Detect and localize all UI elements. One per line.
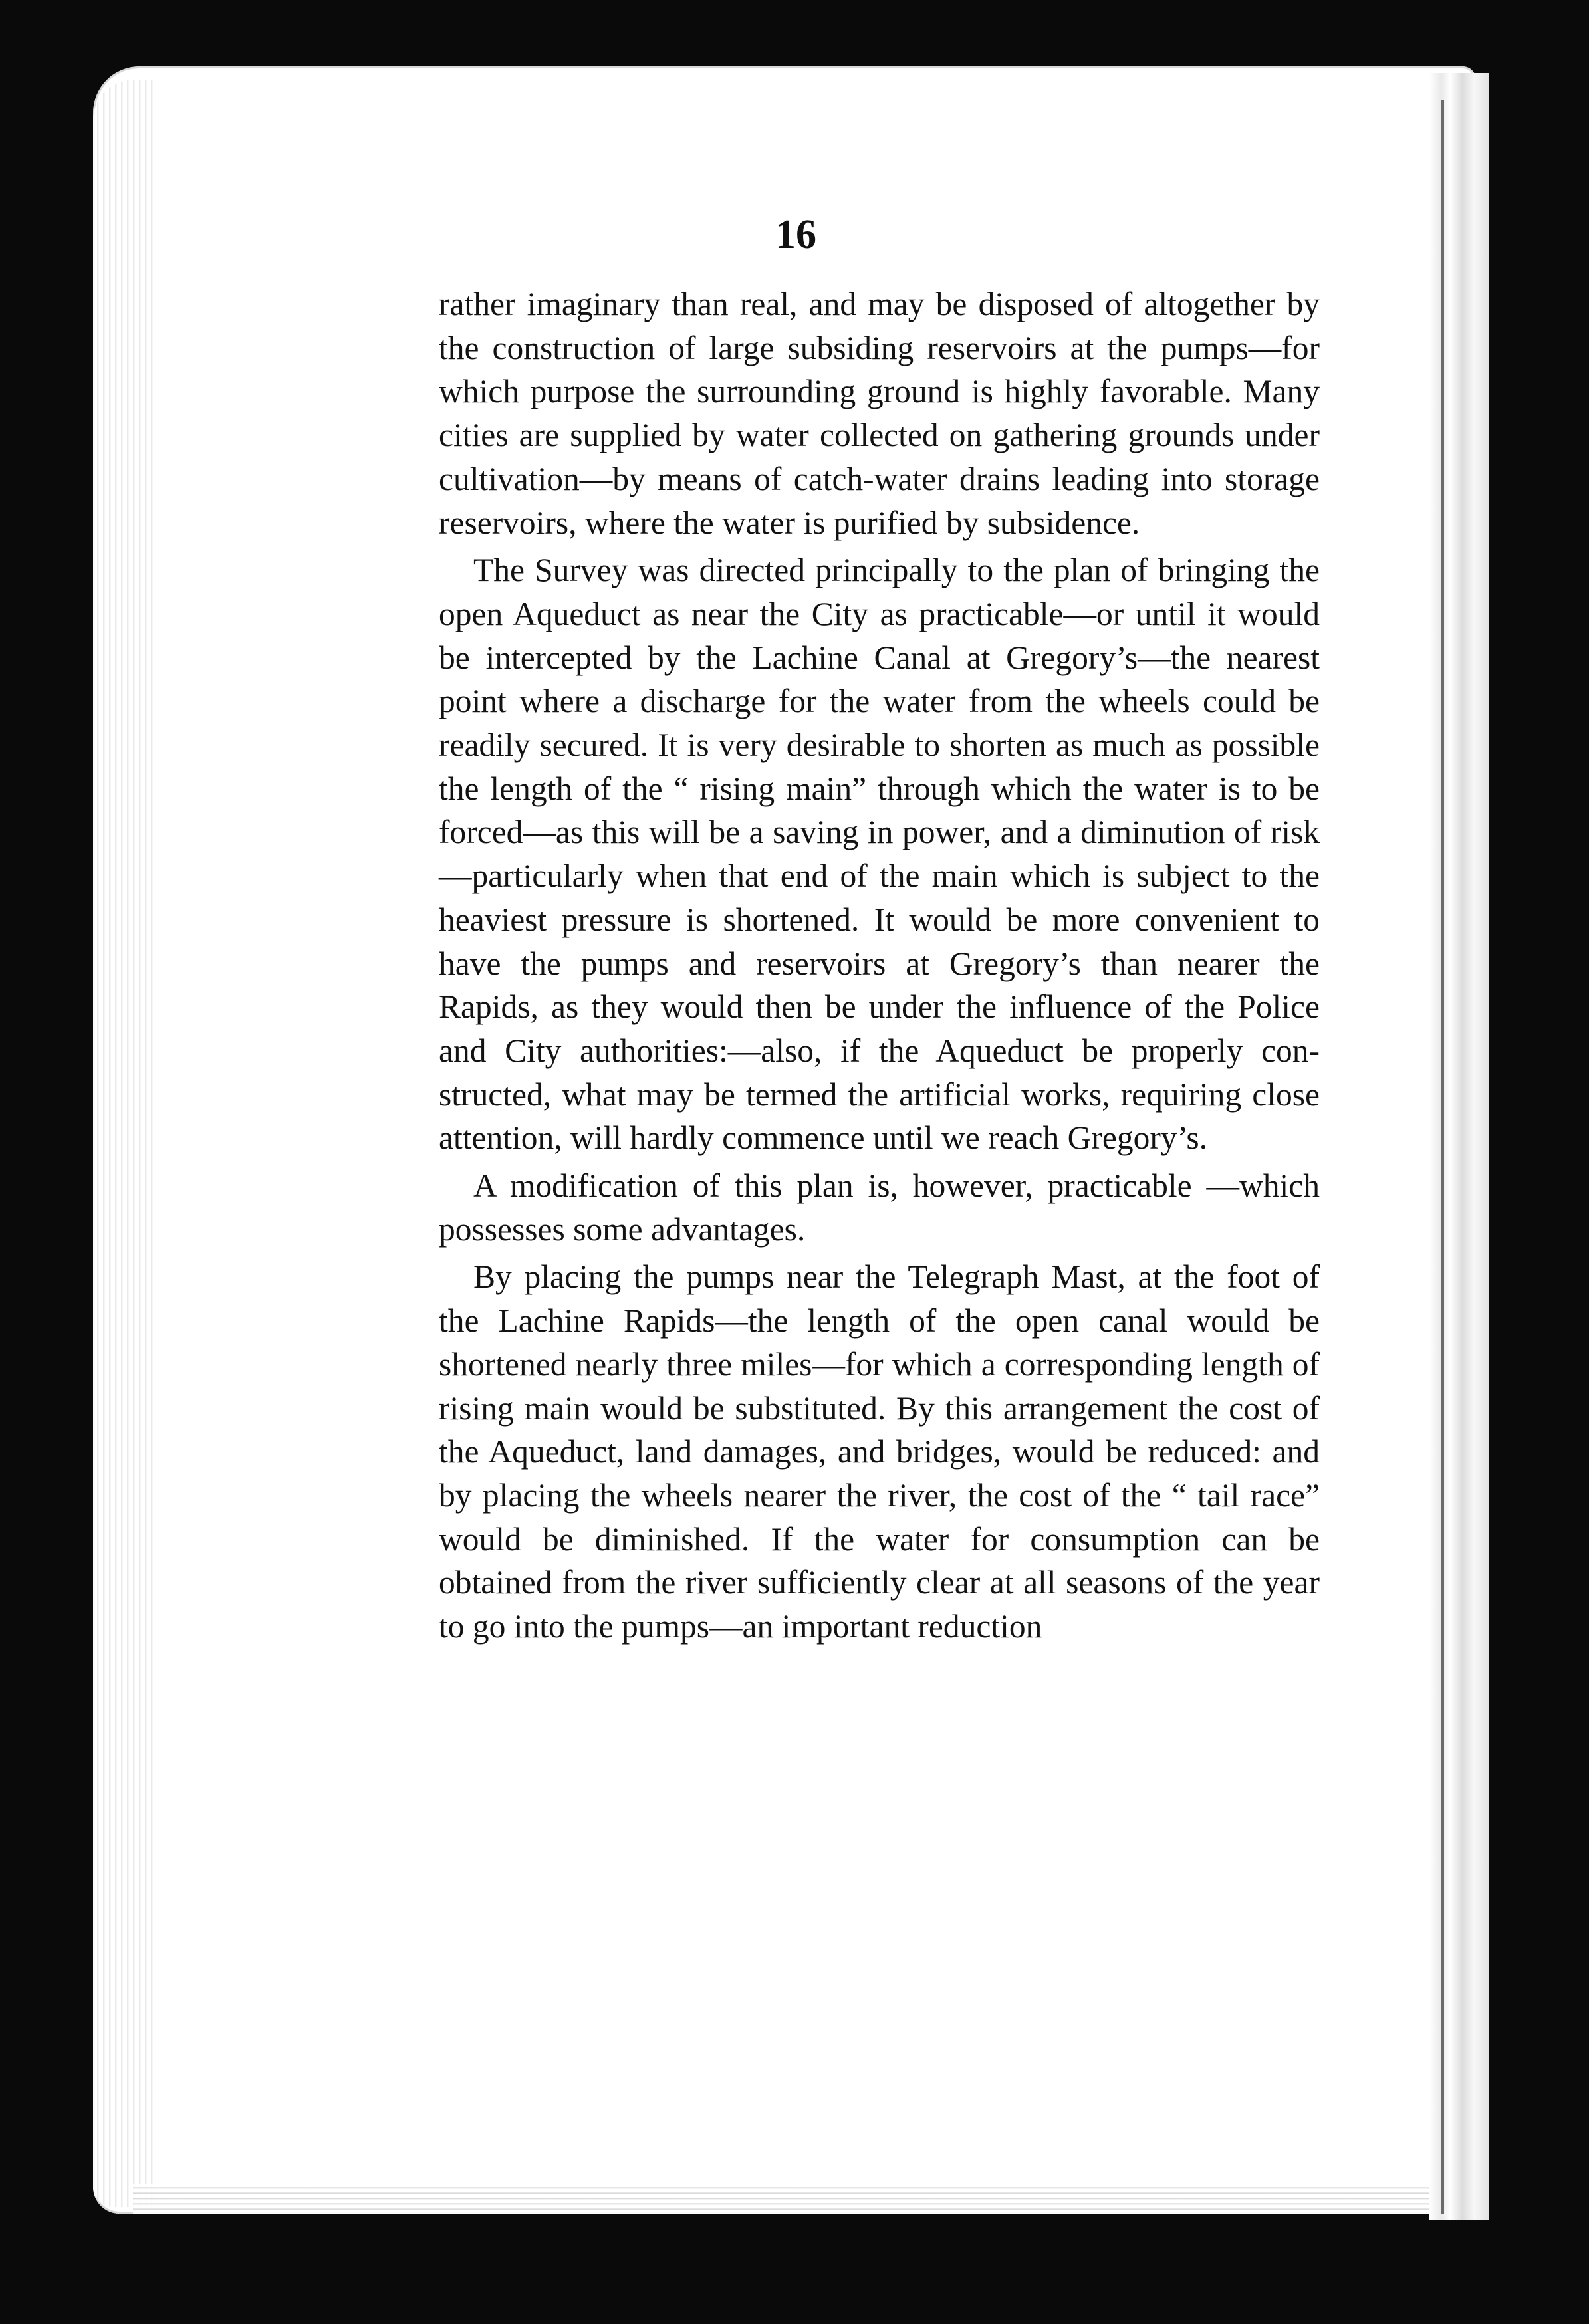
body-text	[439, 283, 1320, 1653]
paragraph: The Survey was directed principally to the plan of bringing the open Aqueduct as near the City as practicable—or until it would be intercepted by the Lachine Canal at Gregory’s—the nearest point where a discharge for the water from the wheels could be readily secured. It is very desirable to shorten as much as possible the length of the “ rising main” through which the water is to be forced—as this will be a saving in power, and a diminution of risk—particularly when that end of the main which is subject to the heaviest pressure is shortened. It would be more convenient to have the pumps and reservoirs at Gregory’s than nearer the Rapids, as they would then be under the influence of the Police and City authorities:—also, if the Aqueduct be properly constructed, what may be termed the artificial works, requiring close attention, will hardly commence until we reach Gregory’s.	[439, 552, 1320, 1157]
page-number: 16	[775, 212, 816, 257]
paragraph: A modification of this plan is, however, practicable —which possesses some advantages.	[439, 1167, 1320, 1248]
paragraph: rather imaginary than real, and may be disposed of altogether by the construction of large subsiding reservoirs at the pumps—for which purpose the surrounding ground is highly favorable. Many cities are supplied by water collected on gathering grounds under cultivation—by means of catch-water drains leading into storage reservoirs, where the water is purified by subsidence.	[439, 286, 1320, 541]
binding-gutter	[1429, 73, 1489, 2220]
paragraph: By placing the pumps near the Telegraph Mast, at the foot of the Lachine Rapids—the length of the open canal would be shortened nearly three miles—for which a corresponding length of rising main would be substituted. By this arrangement the cost of the Aqueduct, land damages, and bridges, would be reduced: and by placing the wheels nearer the river, the cost of the “ tail race” would be diminished. If the water for consumption can be obtained from the river sufficiently clear at all seasons of the year to go into the pumps—an important reduction	[439, 1258, 1320, 1645]
scan-shadow-right	[1489, 66, 1589, 2260]
page-edge-bottom	[133, 2184, 1469, 2214]
page-edge-left	[93, 80, 156, 2207]
gutter-line	[1441, 100, 1444, 2214]
